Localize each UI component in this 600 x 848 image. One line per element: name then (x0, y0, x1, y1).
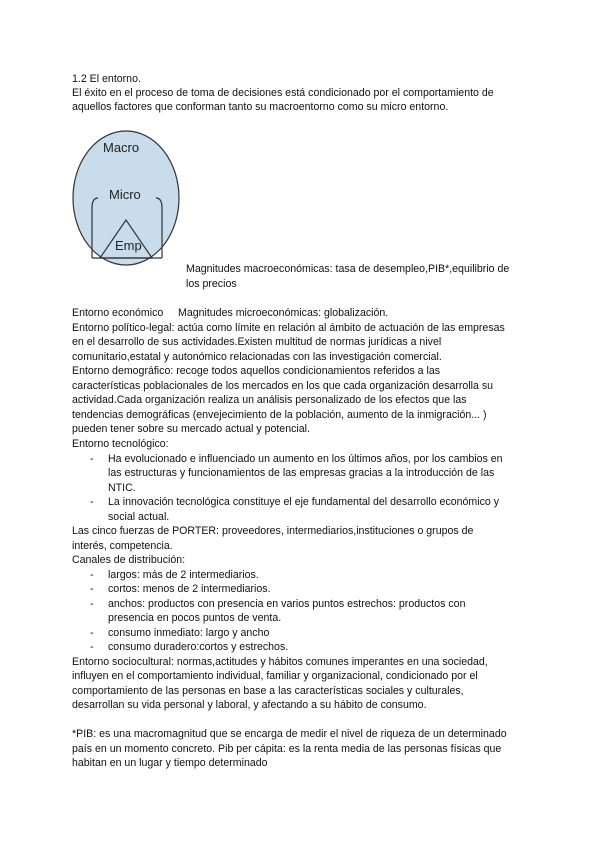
demografico-line: características poblacionales de los mercados en los que cada organización desarrolla su (72, 380, 494, 392)
list-item: largos: más de 2 intermediarios. (108, 569, 259, 581)
demografico-line: actividad.Cada organización realiza un análisis personalizado de los efectos que las (72, 394, 467, 406)
section-heading: 1.2 El entorno. (72, 73, 141, 85)
demografico-line: tendencias demográficas (envejecimiento de la población, aumento de la inmigración... ) (72, 409, 487, 421)
list-item: anchos: productos con presencia en varios puntos estrechos: productos con (108, 598, 466, 610)
intro-line: El éxito en el proceso de toma de decisiones está condicionado por el comportamiento de (72, 87, 494, 99)
sociocultural-line: influyen en el comportamiento individual, familiar y organizacional, condicionado por el (72, 670, 478, 682)
list-item: social actual. (108, 511, 170, 523)
list-bullet: - (90, 627, 94, 639)
politico-line: comunitario,estatal y autonómico relacionadas con las investigación comercial. (72, 351, 442, 363)
canales-title: Canales de distribución: (72, 554, 186, 566)
porter-line: interés, competencia. (72, 540, 173, 552)
list-item: presencia en pocos puntos de venta. (108, 612, 282, 624)
demografico-line: Entorno demográfico: recoge todos aquellos condicionamientos referidos a las (72, 365, 441, 377)
sociocultural-line: comportamiento de las personas en base a las características sociales y culturales, (72, 685, 464, 697)
list-item: cortos: menos de 2 intermediarios. (108, 583, 271, 595)
porter-line: Las cinco fuerzas de PORTER: proveedores, intermediarios,instituciones o grupos de (72, 525, 474, 537)
macro-caption-line: los precios (186, 278, 237, 290)
emp-label: Emp (115, 238, 142, 253)
sociocultural-line: desarrollan su vida personal y laboral, y afectando a su hábito de consumo. (72, 699, 427, 711)
list-item: NTIC. (108, 482, 136, 494)
footnote-line: *PIB: es una macromagnitud que se encarga de medir el nivel de riqueza de un determinado (72, 728, 507, 740)
economico-line: Entorno económico Magnitudes microeconómicas: globalización. (72, 307, 389, 319)
macro-label: Macro (103, 140, 140, 155)
list-bullet: - (90, 496, 94, 508)
list-bullet: - (90, 641, 94, 653)
list-bullet: - (90, 583, 94, 595)
environment-diagram (68, 128, 188, 268)
list-bullet: - (90, 598, 94, 610)
politico-line: en el desarrollo de sus actividades.Existen multitud de normas jurídicas a nivel (72, 336, 442, 348)
sociocultural-line: Entorno sociocultural: normas,actitudes y hábitos comunes imperantes en una sociedad, (72, 656, 488, 668)
list-item: La innovación tecnológica constituye el eje fundamental del desarrollo económico y (108, 496, 500, 508)
list-item: las estructuras y funcionamientos de las empresas gracias a la introducción de las (108, 467, 495, 479)
footnote-line: habitan en un lugar y tiempo determinado (72, 757, 268, 769)
tecnologico-title: Entorno tecnológico: (72, 438, 169, 450)
intro-line: aquellos factores que conforman tanto su macroentorno como su micro entorno. (72, 101, 449, 113)
footnote-line: país en un momento concreto. Pib per cápita: es la renta media de las personas físicas que (72, 743, 502, 755)
list-item: consumo inmediato: largo y ancho (108, 627, 270, 639)
list-item: consumo duradero:cortos y estrechos. (108, 641, 289, 653)
micro-label: Micro (109, 187, 141, 202)
list-bullet: - (90, 453, 94, 465)
list-bullet: - (90, 569, 94, 581)
demografico-line: pueden tener sobre su mercado actual y potencial. (72, 423, 310, 435)
politico-line: Entorno político-legal: actúa como límite en relación al ámbito de actuación de las empresas (72, 322, 505, 334)
list-item: Ha evolucionado e influenciado un aumento en los últimos años, por los cambios en (108, 453, 503, 465)
macro-caption-line: Magnitudes macroeconómicas: tasa de desempleo,PIB*,equilibrio de (186, 263, 510, 275)
